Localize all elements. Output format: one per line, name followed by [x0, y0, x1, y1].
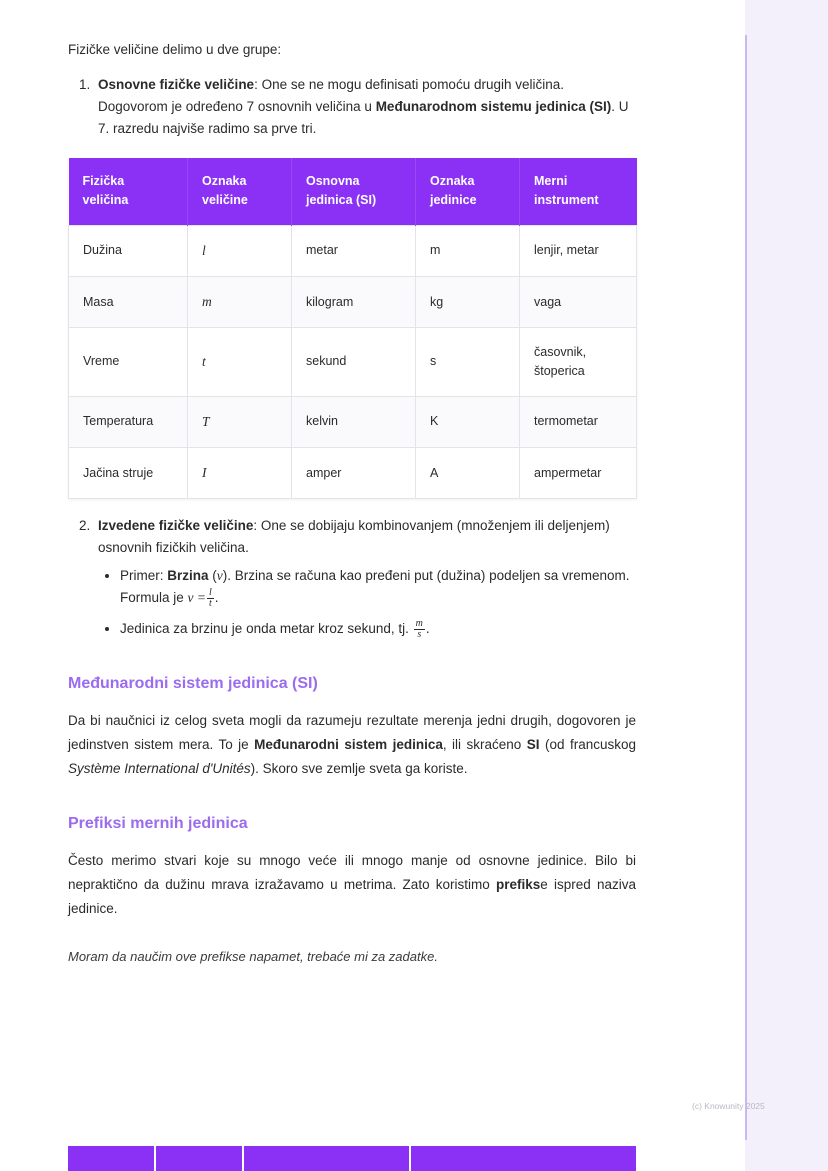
table-header-cell: Merni instrument	[520, 158, 637, 225]
table-cell-unit: amper	[292, 447, 416, 498]
section-paragraph-prefiksi	[68, 849, 636, 921]
sub-bullet-post-1: . Brzina se računa kao pređeni put (dužina) podeljen sa vremenom. Formula je	[120, 567, 630, 605]
table-header-cell: Fizička veličina	[69, 158, 188, 225]
table-cell-unit-symbol: s	[416, 328, 520, 397]
table-cell-instrument: termometar	[520, 396, 637, 447]
table-row	[69, 328, 637, 397]
table-cell-quantity: Masa	[69, 276, 188, 327]
prefix-bold-1: prefiks	[496, 876, 541, 892]
ordered-list-first	[68, 74, 636, 140]
sub-bullet-brzina	[120, 565, 636, 610]
copyright-label: (c) Knowunity 2025	[692, 1101, 765, 1111]
si-italic-1: Système International d'Unités	[68, 760, 251, 776]
table-cell-instrument: vaga	[520, 276, 637, 327]
formula-fraction-1	[207, 588, 214, 610]
next-table-header-strip	[68, 1146, 636, 1171]
document-content	[68, 40, 636, 968]
table-header-cell: Oznaka jedinice	[416, 158, 520, 225]
table-row	[69, 225, 637, 276]
si-text-2: , ili skraćeno	[442, 736, 527, 752]
list-item-lead-1: Osnovne fizičke veličine	[98, 77, 255, 93]
list-item-text-1a: : One se ne mogu definisati pomoću drugih veličina. Dogovorom je određeno 7 osnovnih veličina u	[98, 77, 565, 115]
formula-numerator: l	[209, 586, 212, 598]
table-header-row	[69, 158, 637, 225]
table-cell-quantity: Jačina struje	[69, 447, 188, 498]
table-cell-symbol: I	[188, 447, 292, 498]
table-cell-symbol: t	[188, 328, 292, 397]
sub-bullet-pre-2: Jedinica za brzinu je onda metar kroz sekund, tj.	[120, 620, 413, 636]
sub-bullet-paren-close: )	[222, 567, 228, 583]
personal-note: Moram da naučim ove prefikse napamet, trebaće mi za zadatke.	[68, 948, 438, 964]
formula-fraction-2	[414, 619, 425, 641]
si-units-table	[68, 158, 637, 499]
table-cell-unit-symbol: K	[416, 396, 520, 447]
formula-end-1: .	[214, 589, 219, 605]
ordered-list-second	[68, 515, 636, 641]
table-header-cell: Oznaka veličine	[188, 158, 292, 225]
section-paragraph-si	[68, 709, 636, 781]
list-item-text-2: : One se dobijaju kombinovanjem (množenjem ili deljenjem) osnovnih fizičkih veličina.	[98, 518, 610, 555]
list-item-lead-2: Izvedene fizičke veličine	[98, 518, 254, 534]
formula-end-2: .	[425, 620, 430, 636]
table-cell-quantity: Temperatura	[69, 396, 188, 447]
section-heading-si: Međunarodni sistem jedinica (SI)	[68, 674, 318, 692]
table-row	[69, 396, 637, 447]
table-cell-quantity: Dužina	[69, 225, 188, 276]
list-item-izvedene	[94, 515, 636, 641]
table-cell-unit: sekund	[292, 328, 416, 397]
formula-denominator: s	[417, 629, 422, 641]
prefix-text-2: e ispred naziva jedinice.	[68, 876, 636, 916]
si-text-4: ). Skoro sve zemlje sveta ga koriste.	[250, 760, 468, 776]
strip-cell	[411, 1146, 636, 1171]
sub-bullet-symbol-1: v	[216, 567, 223, 583]
list-item-text-1b: . U 7. razredu najviše radimo sa prve tri.	[98, 99, 629, 136]
table-cell-unit-symbol: m	[416, 225, 520, 276]
section-heading-prefiksi: Prefiksi mernih jedinica	[68, 814, 248, 832]
right-rail-divider	[745, 35, 747, 1140]
right-rail-background	[745, 0, 828, 1171]
table-cell-instrument: časovnik, štoperica	[520, 328, 637, 397]
sub-bullet-list	[98, 565, 636, 641]
table-header-cell: Osnovna jedinica (SI)	[292, 158, 416, 225]
table-cell-unit-symbol: A	[416, 447, 520, 498]
list-item-osnovne	[94, 74, 636, 140]
si-text-1: Da bi naučnici iz celog sveta mogli da razumeju rezultate merenja jedni drugih, dogovoren je jedinstven sistem mera. To je	[68, 712, 636, 752]
table-cell-unit-symbol: kg	[416, 276, 520, 327]
si-bold-2: SI	[526, 736, 540, 752]
sub-bullet-bold-1: Brzina	[167, 567, 209, 583]
sub-bullet-paren-open: (	[208, 567, 217, 583]
formula-denominator: t	[209, 598, 212, 610]
table-row	[69, 276, 637, 327]
sub-bullet-pre-1: Primer:	[120, 567, 168, 583]
table-cell-quantity: Vreme	[69, 328, 188, 397]
sub-bullet-jedinica-brzine	[120, 618, 636, 641]
si-text-3: (od francuskog	[539, 736, 637, 752]
table-cell-symbol: T	[188, 396, 292, 447]
table-cell-unit: kelvin	[292, 396, 416, 447]
table-cell-instrument: lenjir, metar	[520, 225, 637, 276]
table-row	[69, 447, 637, 498]
si-bold-1: Međunarodni sistem jedinica	[254, 736, 443, 752]
list-item-bold-mid-1: Međunarodnom sistemu jedinica (SI)	[375, 99, 612, 115]
table-cell-symbol: m	[188, 276, 292, 327]
intro-paragraph: Fizičke veličine delimo u dve grupe:	[68, 42, 282, 57]
table-cell-instrument: ampermetar	[520, 447, 637, 498]
table-cell-symbol: l	[188, 225, 292, 276]
table-cell-unit: metar	[292, 225, 416, 276]
table-cell-unit: kilogram	[292, 276, 416, 327]
strip-cell	[68, 1146, 156, 1171]
prefix-text-1: Često merimo stvari koje su mnogo veće ili mnogo manje od osnovne jedinice. Bilo bi nepraktično da dužinu mrava izražavamo u metrima. Zato koristimo	[68, 852, 636, 892]
strip-cell	[156, 1146, 244, 1171]
formula-numerator: m	[415, 617, 423, 629]
formula-lhs: v =	[187, 589, 207, 605]
strip-cell	[244, 1146, 411, 1171]
